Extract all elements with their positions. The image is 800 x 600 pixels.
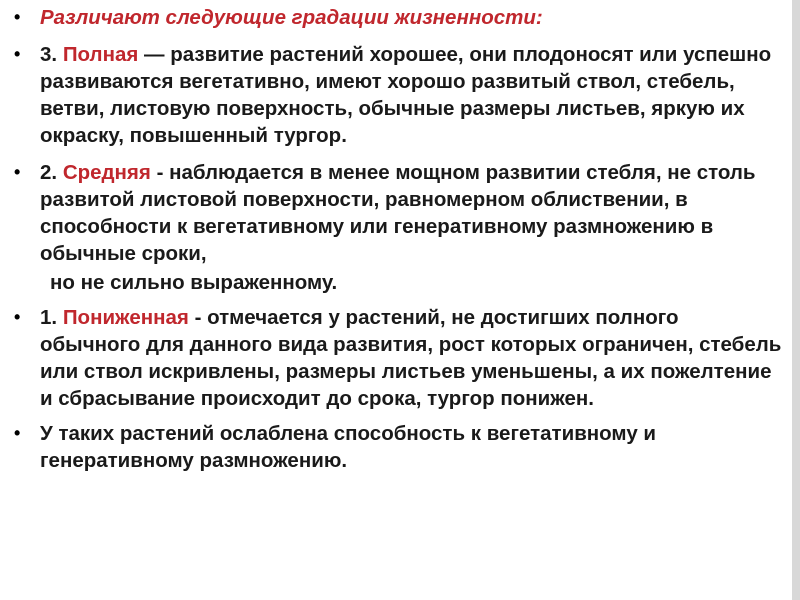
item-continuation: но не сильно выраженному.	[50, 271, 338, 294]
list-item	[14, 41, 784, 149]
bullet-icon: •	[14, 44, 21, 64]
bullet-icon: •	[14, 162, 21, 182]
item-text: - отмечается у растений, не достигших полного обычного для данного вида развития, рост которых ограничен, стебель или ствол искривлены, размеры листьев уменьшены, а их пожелтение и сбрасывание происходит до срока, тургор понижен.	[40, 306, 782, 410]
list-item	[14, 159, 784, 267]
item-term: Средняя	[62, 161, 151, 184]
slide-edge-stripe	[792, 0, 800, 600]
bullet-icon: •	[14, 7, 21, 27]
item-number: 1.	[40, 306, 58, 329]
item-text: — развитие растений хорошее, они плодоносят или успешно развиваются вегетативно, имеют хорошо развитый ствол, стебель, ветви, листовую поверхность, обычные размеры листьев, яркую их окраску, повышенный тургор.	[40, 43, 772, 147]
closing-text: У таких растений ослаблена способность к вегетативному и генеративному размножению.	[40, 422, 657, 472]
item-text: - наблюдается в менее мощном развитии стебля, не столь развитой листовой поверхности, равномерном облиствении, в способности к вегетативному или генеративному размножению в обычные сроки,	[40, 161, 756, 265]
heading-text: Различают следующие градации жизненности:	[40, 6, 543, 29]
list-item	[14, 304, 784, 412]
bullet-icon: •	[14, 423, 21, 443]
bullet-icon: •	[14, 307, 21, 327]
item-term: Полная	[62, 43, 139, 66]
item-number: 3.	[40, 43, 58, 66]
heading-bullet	[14, 4, 784, 31]
item-number: 2.	[40, 161, 58, 184]
bullet-list	[14, 4, 784, 480]
item-term: Пониженная	[62, 306, 189, 329]
closing-bullet	[14, 420, 784, 474]
